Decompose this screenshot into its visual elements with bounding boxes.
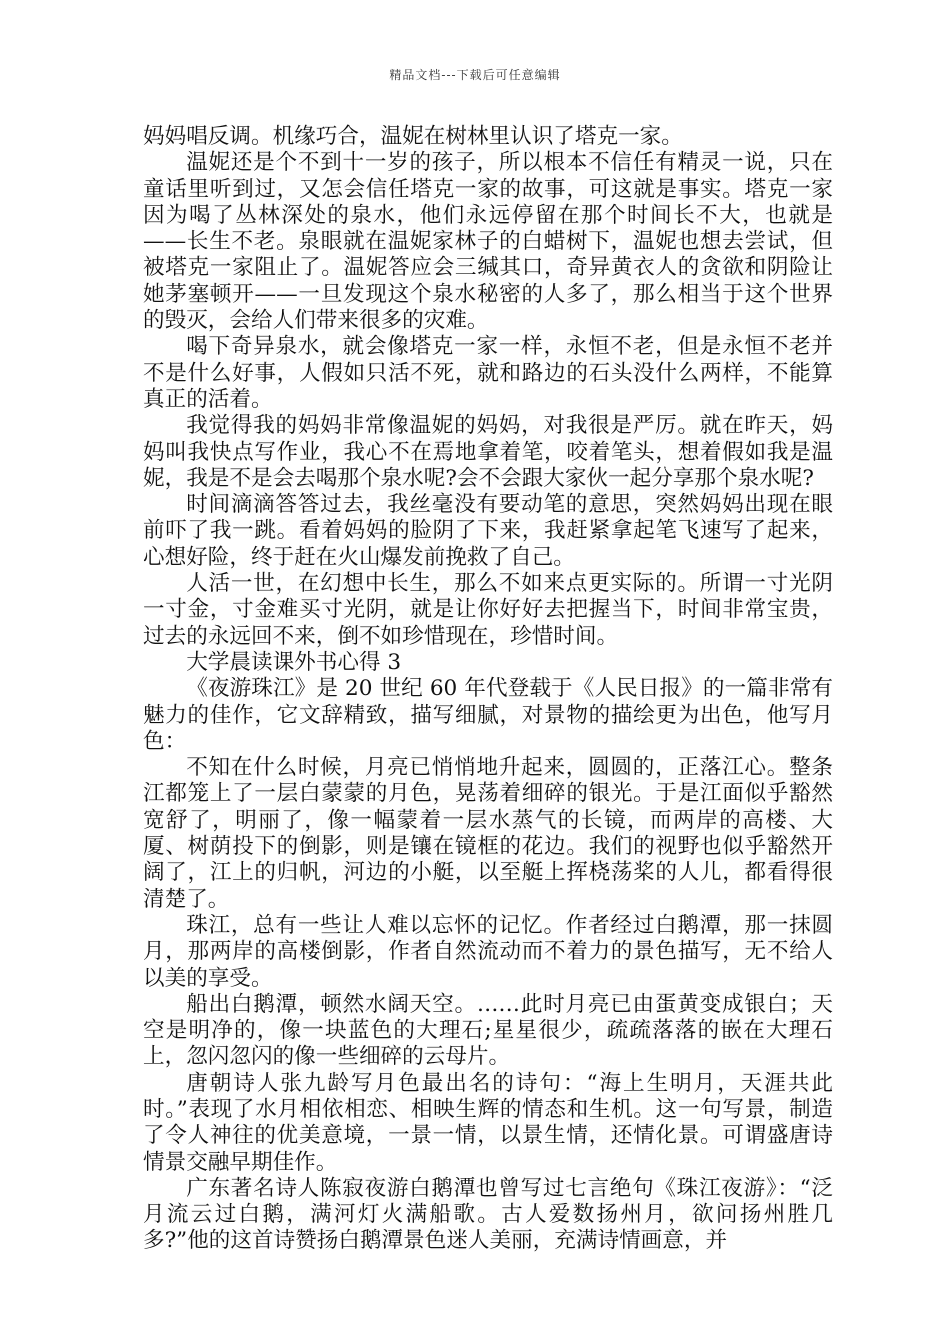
paragraph-2: 温妮还是个不到十一岁的孩子，所以根本不信任有精灵一说，只在童话里听到过，又怎会信任塔克一家的故事，可这就是事实。塔克一家因为喝了丛林深处的泉水，他们永远停留在那个时间长不大，也就是——长生不老。泉眼就在温妮家林子的白蜡树下，温妮也想去尝试，但被塔克一家阻止了。温妮答应会三缄其口，奇异黄衣人的贪欲和阴险让她茅塞顿开——一旦发现这个泉水秘密的人多了，那么相当于这个世界的毁灭，会给人们带来很多的灾难。 (143, 150, 833, 334)
paragraph-10: 珠江，总有一些让人难以忘怀的记忆。作者经过白鹅潭，那一抹圆月，那两岸的高楼倒影，作者自然流动而不着力的景色描写，无不给人以美的享受。 (143, 912, 833, 991)
paragraph-5: 时间滴滴答答过去，我丝毫没有要动笔的意思，突然妈妈出现在眼前吓了我一跳。看着妈妈的脸阴了下来，我赶紧拿起笔飞速写了起来，心想好险，终于赶在火山爆发前挽救了自己。 (143, 492, 833, 570)
paragraph-8: 《夜游珠江》是 20 世纪 60 年代登载于《人民日报》的一篇非常有魅力的佳作，它文辞精致，描写细腻，对景物的描绘更为出色，他写月色： (143, 676, 833, 754)
document-body (143, 124, 833, 1255)
paragraph-6: 人活一世，在幻想中长生，那么不如来点更实际的。所谓一寸光阴一寸金，寸金难买寸光阴，就是让你好好去把握当下，时间非常宝贵，过去的永远回不来，倒不如珍惜现在，珍惜时间。 (143, 571, 833, 649)
paragraph-9: 不知在什么时候，月亮已悄悄地升起来，圆圆的，正落江心。整条江都笼上了一层白蒙蒙的月色，晃荡着细碎的银光。于是江面似乎豁然宽舒了，明丽了，像一幅蒙着一层水蒸气的长镜，而两岸的高楼、大厦、树荫投下的倒影，则是镶在镜框的花边。我们的视野也似乎豁然开阔了，江上的归帆，河边的小艇，以至艇上挥桡荡桨的人儿，都看得很清楚了。 (143, 755, 833, 912)
paragraph-3: 喝下奇异泉水，就会像塔克一家一样，永恒不老，但是永恒不老并不是什么好事，人假如只活不死，就和路边的石头没什么两样，不能算真正的活着。 (143, 334, 833, 412)
page-header: 精品文档---下载后可任意编辑 (389, 68, 561, 82)
paragraph-4: 我觉得我的妈妈非常像温妮的妈妈，对我很是严厉。就在昨天，妈妈叫我快点写作业，我心不在焉地拿着笔，咬着笔头，想着假如我是温妮，我是不是会去喝那个泉水呢?会不会跟大家伙一起分享那个泉水呢? (143, 413, 833, 491)
paragraph-12: 唐朝诗人张九龄写月色最出名的诗句：“海上生明月，天涯共此时。”表现了水月相依相恋、相映生辉的情态和生机。这一句写景，制造了令人神往的优美意境，一景一情，以景生情，还情化景。可谓盛唐诗情景交融早期佳作。 (143, 1070, 833, 1175)
section-heading: 大学晨读课外书心得 3 (186, 649, 402, 675)
paragraph-1: 妈妈唱反调。机缘巧合，温妮在树林里认识了塔克一家。 (143, 124, 683, 149)
paragraph-11: 船出白鹅潭，顿然水阔天空。……此时月亮已由蛋黄变成银白；天空是明净的，像一块蓝色的大理石;星星很少，疏疏落落的嵌在大理石上，忽闪忽闪的像一些细碎的云母片。 (143, 991, 833, 1070)
paragraph-13: 广东著名诗人陈寂夜游白鹅潭也曾写过七言绝句《珠江夜游》：“泛月流云过白鹅，满河灯火满船歌。古人爱数扬州月，欲问扬州胜几多?”他的这首诗赞扬白鹅潭景色迷人美丽，充满诗情画意，并 (143, 1175, 833, 1254)
